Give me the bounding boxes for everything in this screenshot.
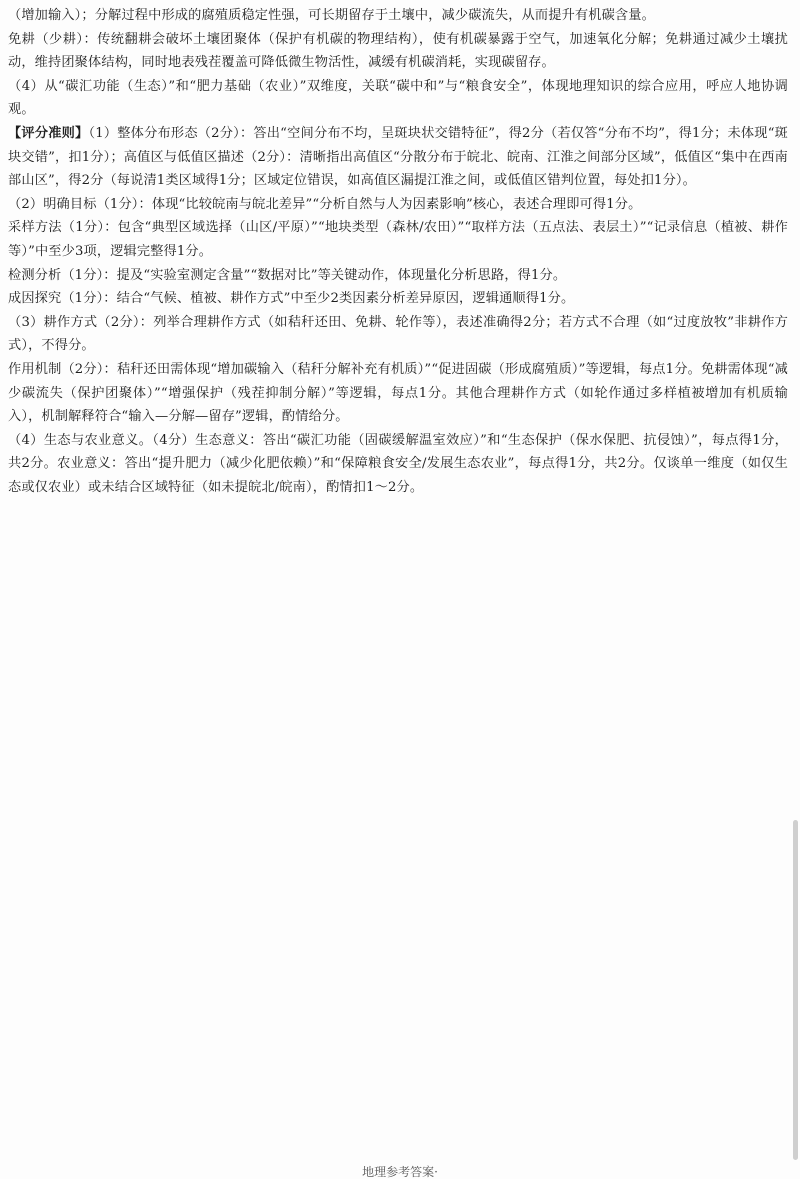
- paragraph-9: （3）耕作方式（2分）：列举合理耕作方式（如秸秆还田、免耕、轮作等），表述准确得2分；若方式不合理（如“过度放牧”非耕作方式），不得分。: [8, 314, 788, 354]
- paragraph-11: （4）生态与农业意义。（4分）生态意义：答出“碳汇功能（固碳缓解温室效应）”和“生态保护（保水保肥、抗侵蚀）”，每点得1分，共2分。农业意义：答出“提升肥力（减少化肥依赖）”和“保障粮食安全/发展生态农业”，每点得1分，共2分。仅谈单一维度（如仅生态或仅农业）或未结合区域特征（如未提皖北/皖南），酌情扣1～2分。: [8, 432, 788, 495]
- page-footer: 地理参考答案·: [362, 1165, 438, 1179]
- paragraph-5: （2）明确目标（1分）：体现“比较皖南与皖北差异”“分析自然与人为因素影响”核心，表述合理即可得1分。: [8, 196, 642, 212]
- paragraph-2: 免耕（少耕）：传统翻耕会破坏土壤团聚体（保护有机碳的物理结构），使有机碳暴露于空气，加速氧化分解；免耕通过减少土壤扰动，维持团聚体结构，同时地表残茬覆盖可降低微生物活性，减缓有机碳消耗，实现碳留存。: [8, 31, 788, 71]
- paragraph-4: [8, 122, 788, 193]
- paragraph-10: 作用机制（2分）：秸秆还田需体现“增加碳输入（秸秆分解补充有机质）”“促进固碳（形成腐殖质）”等逻辑，每点1分。免耕需体现“减少碳流失（保护团聚体）”“增强保护（残茬抑制分解）”等逻辑，每点1分。其他合理耕作方式（如轮作通过多样植被增加有机质输入），机制解释符合“输入—分解—留存”逻辑，酌情给分。: [8, 361, 788, 425]
- answer-content: [8, 4, 788, 499]
- scrollbar-thumb[interactable]: [793, 820, 798, 1160]
- paragraph-6: 采样方法（1分）：包含“典型区域选择（山区/平原）”“地块类型（森林/农田）”“取样方法（五点法、表层土）”“记录信息（植被、耕作等）”中至少3项，逻辑完整得1分。: [8, 220, 788, 259]
- paragraph-3: （4）从“碳汇功能（生态）”和“肥力基础（农业）”双维度，关联“碳中和”与“粮食安全”，体现地理知识的综合应用，呼应人地协调观。: [8, 78, 788, 118]
- paragraph-8: 成因探究（1分）：结合“气候、植被、耕作方式”中至少2类因素分析差异原因，逻辑通顺得1分。: [8, 291, 575, 307]
- paragraph-4-text: （1）整体分布形态（2分）：答出“空间分布不均，呈斑块状交错特征”，得2分（若仅答“分布不均”，得1分；未体现“斑块交错”，扣1分）；高值区与低值区描述（2分）：清晰指出高值区“分散分布于皖北、皖南、江淮之间部分区域”，低值区“集中在西南部山区”，得2分（每说清1类区域得1分；区域定位错误，如高值区漏提江淮之间，或低值区错判位置，每处扣1分）。: [8, 125, 788, 189]
- paragraph-1: （增加输入）；分解过程中形成的腐殖质稳定性强，可长期留存于土壤中，减少碳流失，从而提升有机碳含量。: [8, 8, 655, 23]
- rubric-label: 【评分准则】: [8, 125, 89, 141]
- paragraph-7: 检测分析（1分）：提及“实验室测定含量”“数据对比”等关键动作，体现量化分析思路，得1分。: [8, 267, 567, 283]
